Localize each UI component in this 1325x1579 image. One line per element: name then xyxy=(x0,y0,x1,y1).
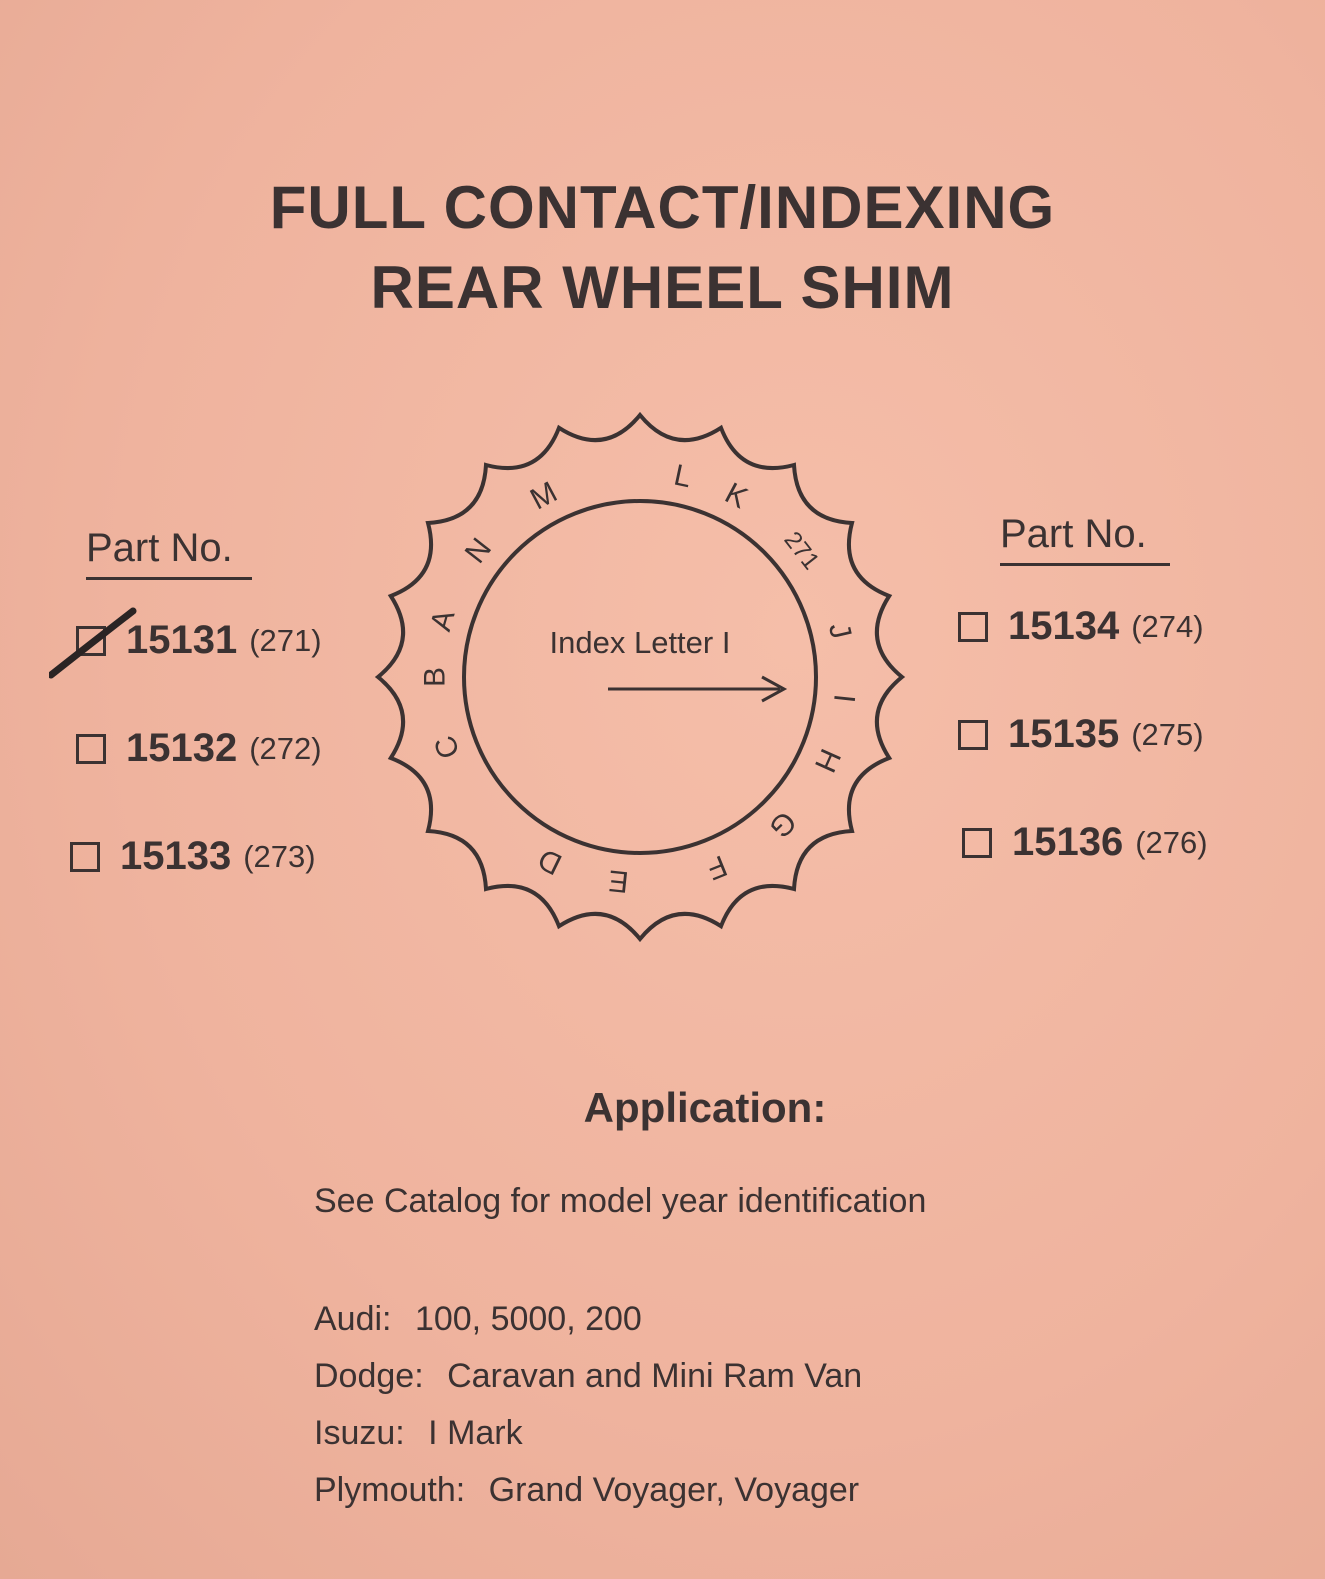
part-code: (274) xyxy=(1131,608,1204,644)
part-number: 15132 xyxy=(126,726,238,770)
index-letter-c: C xyxy=(428,731,467,763)
index-letter-a: A xyxy=(424,606,462,635)
part-checkbox[interactable] xyxy=(962,828,992,858)
index-letter-k: K xyxy=(719,476,753,516)
index-letter-e: E xyxy=(606,863,631,899)
index-letter-j: J xyxy=(821,619,858,642)
wheel-stamp-number: 271 xyxy=(778,526,825,575)
part-item-15136 xyxy=(962,820,1208,865)
scalloped-shim-outline xyxy=(378,415,902,939)
vehicle-make: Audi: xyxy=(314,1300,392,1338)
part-item-15134 xyxy=(958,604,1204,649)
index-letter-f: F xyxy=(702,848,732,886)
index-letter-caption: Index Letter I xyxy=(549,625,731,660)
title-line-1: FULL CONTACT/INDEXING xyxy=(269,174,1056,241)
part-code: (272) xyxy=(249,730,322,766)
handwritten-check-mark xyxy=(49,603,169,683)
application-row xyxy=(314,1357,862,1414)
part-number: 15134 xyxy=(1008,604,1120,648)
part-checkbox[interactable] xyxy=(958,720,988,750)
application-row xyxy=(314,1471,862,1528)
left-part-no-header xyxy=(86,526,252,580)
part-checkbox[interactable] xyxy=(70,842,100,872)
part-code: (276) xyxy=(1135,824,1208,860)
application-list xyxy=(314,1300,862,1528)
part-checkbox[interactable] xyxy=(76,626,106,656)
index-letter-i: I xyxy=(827,692,861,705)
application-row xyxy=(314,1414,862,1471)
part-code: (275) xyxy=(1131,716,1204,752)
application-row xyxy=(314,1300,862,1357)
index-letter-b: B xyxy=(418,666,452,688)
part-number: 15133 xyxy=(120,834,232,878)
part-number: 15136 xyxy=(1012,820,1124,864)
vehicle-make: Dodge: xyxy=(314,1357,424,1395)
part-item-15133 xyxy=(70,834,316,879)
part-number: 15135 xyxy=(1008,712,1120,756)
part-checkbox[interactable] xyxy=(958,612,988,642)
right-header-underline xyxy=(1000,563,1170,566)
vehicle-make: Plymouth: xyxy=(314,1471,466,1509)
application-heading: Application: xyxy=(583,1084,827,1131)
index-letter-d: D xyxy=(533,841,568,881)
vehicle-models: 100, 5000, 200 xyxy=(414,1300,642,1338)
title-line-2: REAR WHEEL SHIM xyxy=(370,254,955,321)
index-letter-n: N xyxy=(458,532,499,570)
part-code: (273) xyxy=(243,838,316,874)
part-item-15131 xyxy=(76,618,322,663)
vehicle-make: Isuzu: xyxy=(314,1414,405,1452)
right-header-text: Part No. xyxy=(1000,512,1147,556)
index-letter-l: L xyxy=(671,458,695,495)
index-letter-g: G xyxy=(762,804,803,845)
vehicle-models: I Mark xyxy=(428,1414,523,1452)
part-code: (271) xyxy=(249,622,322,658)
left-header-text: Part No. xyxy=(86,526,233,570)
application-note: See Catalog for model year identification xyxy=(314,1182,927,1220)
index-wheel-diagram xyxy=(370,410,930,950)
vehicle-models: Grand Voyager, Voyager xyxy=(488,1471,860,1509)
part-checkbox[interactable] xyxy=(76,734,106,764)
index-letters xyxy=(419,459,861,899)
vehicle-models: Caravan and Mini Ram Van xyxy=(447,1357,863,1395)
part-number: 15131 xyxy=(126,618,238,662)
part-item-15135 xyxy=(958,712,1204,757)
index-letter-m: M xyxy=(525,475,563,517)
part-item-15132 xyxy=(76,726,322,771)
right-part-no-header xyxy=(1000,512,1170,566)
left-header-underline xyxy=(86,577,252,580)
index-letter-h: H xyxy=(807,743,847,778)
